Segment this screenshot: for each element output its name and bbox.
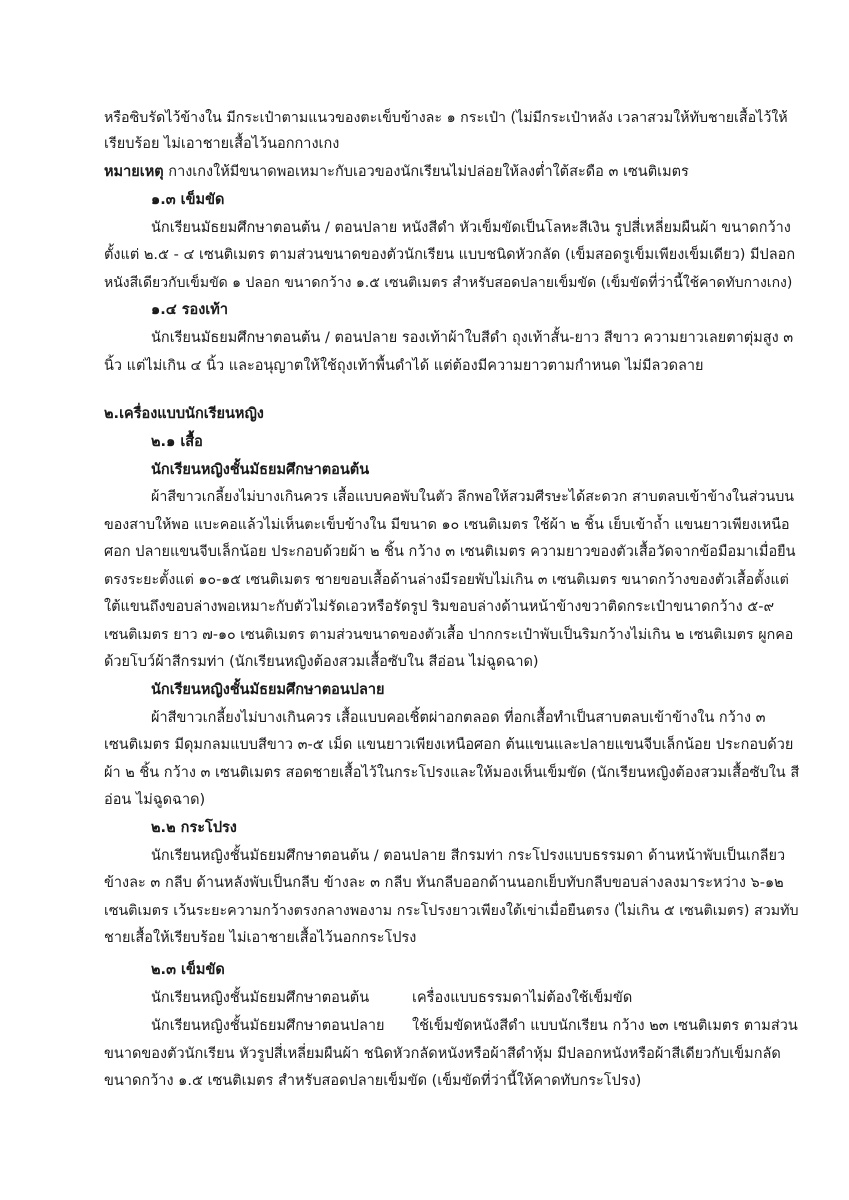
text-line: ผ้าสีขาวเกลี้ยงไม่บางเกินควร เสื้อแบบคอเชิ้ตผ่าอกตลอด ที่อกเสื้อทำเป็นสาบตลบเข้าข้างใน กว้าง ๓ bbox=[151, 710, 766, 726]
text-line: นักเรียนหญิงชั้นมัธยมศึกษาตอนต้น / ตอนปลาย สีกรมท่า กระโปรงแบบธรรมดา ด้านหน้าพับเป็นเกลียว bbox=[151, 848, 786, 864]
text-line: ศอก ปลายแขนจีบเล็กน้อย ประกอบด้วยผ้า ๒ ชิ้น กว้าง ๓ เซนติเมตร ความยาวของตัวเสื้อวัดจากข้อมือมาเมื่อยืน bbox=[104, 544, 796, 560]
text-line: ผ้า ๒ ชิ้น กว้าง ๓ เซนติเมตร สอดชายเสื้อไว้ในกระโปรงและให้มองเห็นเข็มขัด (นักเรียนหญิงต้องสวมเสื้อซับใน สี bbox=[104, 765, 800, 781]
text-line: ใต้แขนถึงขอบล่างพอเหมาะกับตัวไม่รัดเอวหรือรัดรูป ริมขอบล่างด้านหน้าข้างขวาติดกระเป๋าขนาดกว้าง ๕-๙ bbox=[104, 599, 775, 615]
subsection-heading: นักเรียนหญิงชั้นมัธยมศึกษาตอนต้น bbox=[151, 462, 370, 478]
text-line: ข้างละ ๓ กลีบ ด้านหลังพับเป็นกลีบ ข้างละ ๓ กลีบ หันกลีบออกด้านนอกเย็บทับกลีบขอบล่างลงมาระหว่าง ๖-๑๒ bbox=[104, 875, 784, 891]
text-line: ของสาบให้พอ แบะคอแล้วไม่เห็นตะเข็บข้างใน มีขนาด ๑๐ เซนติเมตร ใช้ผ้า ๒ ชิ้น เย็บเข้าถ้ำ แขนยาวเพียงเหนือ bbox=[104, 517, 790, 533]
section-heading: ๒.๑ เสื้อ bbox=[151, 434, 203, 450]
text-line: เรียบร้อย ไม่เอาชายเสื้อไว้นอกกางเกง bbox=[104, 136, 340, 152]
text-line: เซนติเมตร ยาว ๗-๑๐ เซนติเมตร ตามส่วนขนาดของตัวเสื้อ ปากกระเป๋าพับเป็นริมกว้างไม่เกิน ๒ เซนติเมตร ผูกคอ bbox=[104, 627, 794, 643]
note-line bbox=[104, 162, 689, 182]
text-line: นิ้ว แต่ไม่เกิน ๔ นิ้ว และอนุญาตให้ใช้ถุงเท้าพื้นดำได้ แต่ต้องมีความยาวตามกำหนด ไม่มีลวดลาย bbox=[104, 358, 704, 374]
section-heading: ๑.๔ รองเท้า bbox=[151, 302, 228, 318]
belt-lower-label: นักเรียนหญิงชั้นมัธยมศึกษาตอนต้น bbox=[151, 990, 370, 1006]
text-line: นักเรียนมัธยมศึกษาตอนต้น / ตอนปลาย รองเท้าผ้าใบสีดำ ถุงเท้าสั้น-ยาว สีขาว ความยาวเลยตาตุ่มสูง ๓ bbox=[151, 330, 794, 346]
note-label: หมายเหตุ bbox=[104, 164, 164, 180]
text-line: หนังสีเดียวกับเข็มขัด ๑ ปลอก ขนาดกว้าง ๑.๕ เซนติเมตร สำหรับสอดปลายเข็มขัด (เข็มขัดที่ว่านี้ใช้คาดทับกางเกง) bbox=[104, 275, 793, 291]
text-line: อ่อน ไม่ฉูดฉาด) bbox=[104, 792, 206, 808]
section-heading: ๒.๓ เข็มขัด bbox=[151, 962, 225, 978]
section-heading: ๒.เครื่องแบบนักเรียนหญิง bbox=[104, 406, 264, 422]
text-line: นักเรียนมัธยมศึกษาตอนต้น / ตอนปลาย หนังสีดำ หัวเข็มขัดเป็นโลหะสีเงิน รูปสี่เหลี่ยมผืนผ้า ขนาดกว้าง bbox=[151, 220, 791, 236]
note-text: กางเกงให้มีขนาดพอเหมาะกับเอวของนักเรียนไม่ปล่อยให้ลงต่ำใต้สะดือ ๓ เซนติเมตร bbox=[163, 164, 689, 180]
subsection-heading: นักเรียนหญิงชั้นมัธยมศึกษาตอนปลาย bbox=[151, 682, 385, 698]
text-line: หรือซิบรัดไว้ข้างใน มีกระเป๋าตามแนวของตะเข็บข้างละ ๑ กระเป๋า (ไม่มีกระเป๋าหลัง เวลาสวมให้ทับชายเสื้อไว้ให้ bbox=[104, 110, 788, 126]
text-line: ชายเสื้อให้เรียบร้อย ไม่เอาชายเสื้อไว้นอกกระโปรง bbox=[104, 930, 417, 946]
text-line: ตั้งแต่ ๒.๕ - ๔ เซนติเมตร ตามส่วนขนาดของตัวนักเรียน แบบชนิดหัวกลัด (เข็มสอดรูเข็มเพียงเข็มเดียว) มีปลอก bbox=[104, 247, 796, 263]
text-line: ผ้าสีขาวเกลี้ยงไม่บางเกินควร เสื้อแบบคอพับในตัว ลึกพอให้สวมศีรษะได้สะดวก สาบตลบเข้าข้างในส่วนบน bbox=[151, 489, 794, 505]
text-line: ขนาดกว้าง ๑.๕ เซนติเมตร สำหรับสอดปลายเข็มขัด (เข็มขัดที่ว่านี้ให้คาดทับกระโปรง) bbox=[104, 1073, 642, 1089]
section-heading: ๒.๒ กระโปรง bbox=[151, 820, 237, 836]
text-line: ขนาดของตัวนักเรียน หัวรูปสี่เหลี่ยมผืนผ้า ชนิดหัวกลัดหนังหรือผ้าสีดำหุ้ม มีปลอกหนังหรือผ้าสีเดียวกับเข็มกลัด bbox=[104, 1046, 781, 1062]
text-line: เซนติเมตร เว้นระยะความกว้างตรงกลางพองาม กระโปรงยาวเพียงใต้เข่าเมื่อยืนตรง (ไม่เกิน ๕ เซนติเมตร) สวมทับ bbox=[104, 903, 799, 919]
text-line: ด้วยโบว์ผ้าสีกรมท่า (นักเรียนหญิงต้องสวมเสื้อซับใน สีอ่อน ไม่ฉูดฉาด) bbox=[104, 654, 539, 670]
text-line: เซนติเมตร มีดุมกลมแบบสีขาว ๓-๕ เม็ด แขนยาวเพียงเหนือศอก ต้นแขนและปลายแขนจีบเล็กน้อย ประกอบด้วย bbox=[104, 737, 794, 753]
text-line: ตรงระยะตั้งแต่ ๑๐-๑๕ เซนติเมตร ชายขอบเสื้อด้านล่างมีรอยพับไม่เกิน ๓ เซนติเมตร ขนาดกว้างของตัวเสื้อตั้งแต่ bbox=[104, 572, 789, 588]
belt-lower-text: เครื่องแบบธรรมดาไม่ต้องใช้เข็มขัด bbox=[412, 990, 633, 1006]
belt-upper-label: นักเรียนหญิงชั้นมัธยมศึกษาตอนปลาย bbox=[151, 1018, 385, 1034]
belt-upper-text: ใช้เข็มขัดหนังสีดำ แบบนักเรียน กว้าง ๒๓ เซนติเมตร ตามส่วน bbox=[412, 1018, 798, 1034]
section-heading: ๑.๓ เข็มขัด bbox=[151, 192, 225, 208]
